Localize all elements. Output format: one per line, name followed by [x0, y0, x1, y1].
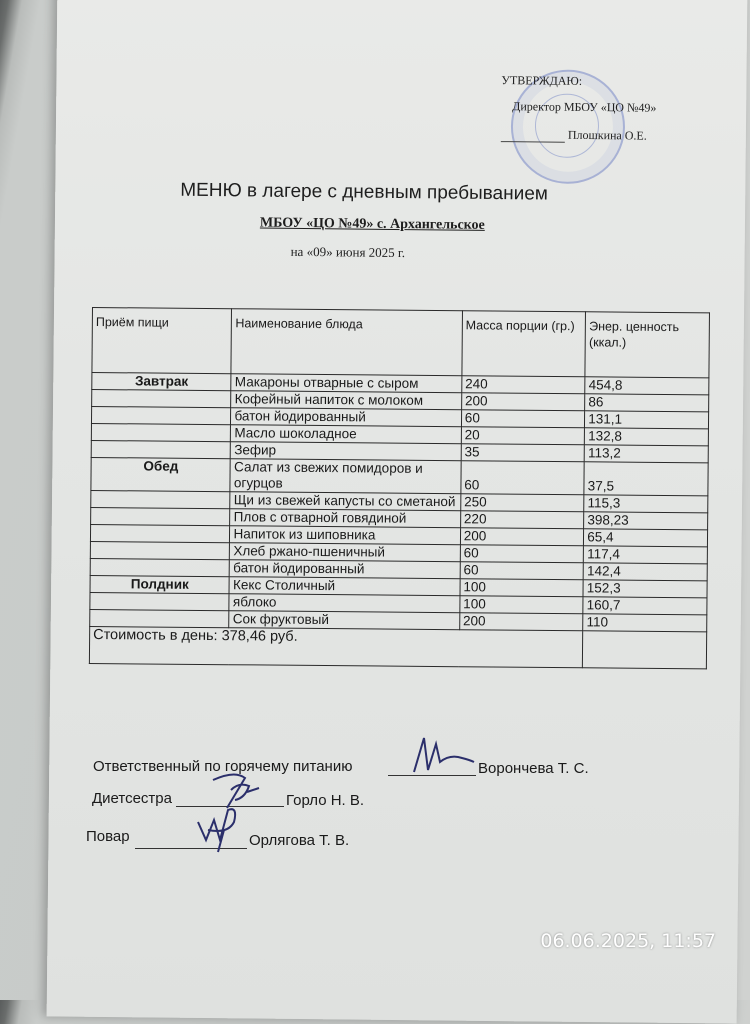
- photo-timestamp: 06.06.2025, 11:57: [540, 930, 716, 952]
- energy-cell: 110: [583, 614, 707, 632]
- meal-cell: [91, 407, 231, 425]
- dish-cell: Зефир: [231, 442, 461, 461]
- dish-cell: батон йодированный: [231, 408, 461, 427]
- cook-label: Повар: [86, 828, 130, 845]
- dish-cell: яблоко: [229, 594, 459, 613]
- meal-cell: [90, 524, 230, 542]
- energy-cell: 454,8: [585, 377, 709, 395]
- mass-cell: 60: [461, 410, 585, 428]
- responsible-label: Ответственный по горячему питанию: [93, 758, 353, 775]
- menu-table-header: [92, 308, 710, 378]
- dish-cell: Масло шоколадное: [231, 425, 461, 444]
- cook-name: Орлягова Т. В.: [249, 832, 350, 849]
- energy-cell: 117,4: [584, 546, 708, 564]
- dish-cell: Напиток из шиповника: [230, 526, 460, 545]
- meal-cell: [90, 609, 230, 627]
- energy-cell: 65,4: [584, 529, 708, 547]
- dish-cell: Щи из свежей капусты со сметаной: [230, 492, 460, 511]
- meal-cell: [91, 507, 231, 525]
- approval-position: Директор МБОУ «ЦО №49»: [512, 99, 657, 115]
- responsible-signature: [410, 732, 480, 778]
- dish-cell: Сок фруктовый: [229, 611, 459, 630]
- mass-cell: 220: [460, 511, 584, 529]
- mass-cell: 60: [461, 461, 585, 495]
- meal-cell: [91, 423, 231, 441]
- menu-table: [89, 307, 710, 669]
- energy-cell: 160,7: [583, 597, 707, 615]
- responsible-name: Ворончева Т. С.: [478, 760, 589, 777]
- total-row: [89, 626, 706, 668]
- meal-cell: [91, 490, 231, 508]
- dish-cell: батон йодированный: [230, 560, 460, 579]
- menu-date: на «09» июня 2025 г.: [290, 243, 406, 261]
- dish-cell: Кекс Столичный: [229, 577, 459, 596]
- header-dish: Наименование блюда: [231, 309, 462, 376]
- mass-cell: 60: [460, 562, 584, 580]
- meal-cell: [91, 440, 231, 458]
- mass-cell: 240: [462, 376, 586, 394]
- meal-cell: Обед: [91, 457, 231, 491]
- energy-cell: 131,1: [585, 411, 709, 429]
- page-title: МЕНЮ в лагере с дневным пребыванием: [180, 179, 549, 205]
- meal-cell: Полдник: [90, 575, 230, 593]
- school-name: МБОУ «ЦО №49» с. Архангельское: [259, 215, 485, 233]
- daily-cost: Стоимость в день: 378,46 руб.: [89, 626, 583, 667]
- meal-cell: [92, 390, 232, 408]
- mass-cell: 60: [460, 545, 584, 563]
- mass-cell: 200: [461, 393, 585, 411]
- dish-cell: Салат из свежих помидоров и огурцов: [230, 459, 461, 494]
- energy-cell: 398,23: [584, 512, 708, 530]
- mass-cell: 100: [460, 596, 584, 614]
- mass-cell: 200: [460, 528, 584, 546]
- mass-cell: 250: [461, 494, 585, 512]
- dish-cell: Хлеб ржано-пшеничный: [230, 543, 460, 562]
- energy-cell: 115,3: [584, 495, 708, 513]
- dish-cell: Плов с отварной говядиной: [230, 509, 460, 528]
- energy-cell: 152,3: [583, 580, 707, 598]
- dietitian-name: Горло Н. В.: [286, 792, 365, 809]
- header-meal: Приём пищи: [92, 308, 232, 374]
- mass-cell: 35: [461, 444, 585, 462]
- energy-cell: 113,2: [584, 445, 708, 463]
- approval-label: УТВЕРЖДАЮ:: [501, 73, 583, 88]
- dietitian-label: Диетсестра: [92, 790, 172, 807]
- approval-signer: Плошкина О.Е.: [567, 127, 647, 143]
- energy-cell: 132,8: [585, 428, 709, 446]
- header-energy: Энер. ценность (ккал.): [585, 312, 709, 378]
- mass-cell: 200: [459, 613, 583, 631]
- energy-cell: 86: [585, 394, 709, 412]
- total-empty-cell: [583, 631, 707, 669]
- table-row: [91, 457, 708, 495]
- mass-cell: 20: [461, 427, 585, 445]
- cook-signature: [188, 800, 250, 856]
- dish-cell: Кофейный напиток с молоком: [231, 391, 461, 410]
- energy-cell: 142,4: [583, 563, 707, 581]
- header-mass: Масса порции (гр.): [462, 311, 586, 377]
- meal-cell: [90, 558, 230, 576]
- meal-cell: Завтрак: [92, 373, 232, 391]
- mass-cell: 100: [460, 579, 584, 597]
- meal-cell: [90, 592, 230, 610]
- dish-cell: Макароны отварные с сыром: [231, 374, 461, 393]
- meal-cell: [90, 541, 230, 559]
- energy-cell: 37,5: [584, 462, 708, 496]
